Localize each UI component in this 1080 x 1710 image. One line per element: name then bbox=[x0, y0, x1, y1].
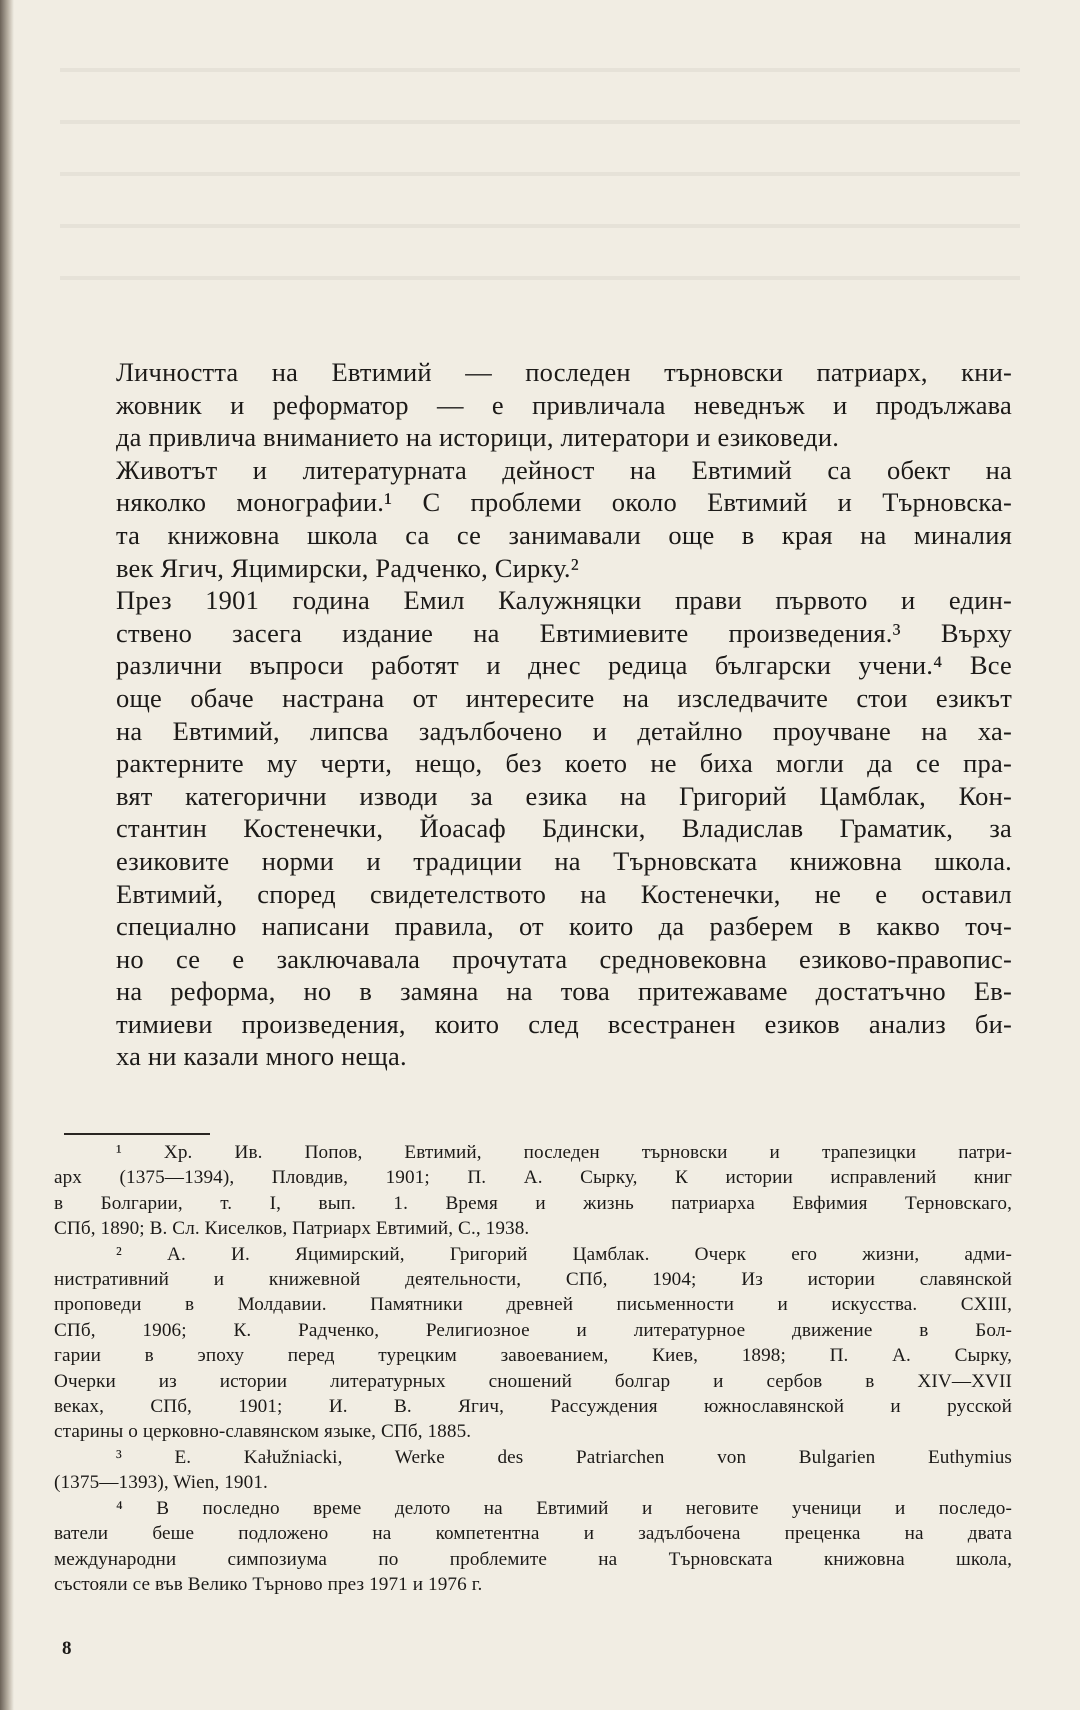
text-line: на Евтимий, липсва задълбочено и детайлно проучване на ха- bbox=[116, 715, 1012, 746]
text-line: век Ягич, Яцимирски, Радченко, Сирку.² bbox=[116, 552, 579, 583]
footnote-line: в Болгарии, т. I, вып. 1. Время и жизнь патриарха Евфимия Терновскаго, bbox=[54, 1192, 1012, 1214]
footnote-line: (1375—1393), Wien, 1901. bbox=[54, 1472, 268, 1494]
text-line: тимиеви произведения, които след всестранен езиков анализ би- bbox=[116, 1008, 1012, 1039]
text-line: ствено засега издание на Евтимиевите произведения.³ Върху bbox=[116, 617, 1012, 648]
footnote-line: ¹ Хр. Ив. Попов, Евтимий, последен търновски и трапезицки патри- bbox=[116, 1142, 1012, 1163]
paragraph-1 bbox=[54, 356, 1012, 454]
footnote-line: старины о церковно-славянском языке, СПб, 1885. bbox=[54, 1421, 472, 1443]
footnote-line: ² А. И. Яцимирский, Григорий Цамблак. Очерк его жизни, адми- bbox=[116, 1243, 1012, 1265]
footnotes bbox=[54, 1140, 1012, 1597]
text-line: рактерните му черти, нещо, без което не биха могли да се пра- bbox=[116, 748, 1012, 779]
text-line: но се е заключавала прочутата средновековна езиково-правопис- bbox=[116, 943, 1012, 974]
footnote-line: ватели беше подложено на компетентна и задълбочена преценка на двата bbox=[54, 1523, 1012, 1545]
footnote-line: проповеди в Молдавии. Памятники древней письменности и искусства. CXIII, bbox=[54, 1294, 1012, 1316]
footnote-line: веках, СПб, 1901; И. В. Ягич, Рассуждения южнославянской и русской bbox=[54, 1396, 1012, 1418]
text-line: вят категорични изводи за езика на Григорий Цамблак, Кон- bbox=[116, 780, 1012, 811]
text-line: още обаче настрана от интересите на изследвачите стои езикът bbox=[116, 682, 1012, 713]
text-line: на реформа, но в замяна на това притежаваме достатъчно Ев- bbox=[116, 976, 1012, 1007]
footnote-2 bbox=[54, 1242, 1012, 1445]
footnote-line: СПб, 1906; К. Радченко, Религиозное и литературное движение в Бол- bbox=[54, 1319, 1012, 1341]
text-line: Личността на Евтимий — последен търновски патриарх, кни- bbox=[116, 357, 1012, 387]
page-binding-edge bbox=[0, 0, 14, 1710]
text-line: специално написани правила, от които да разберем в какво точ- bbox=[116, 911, 1012, 942]
footnote-line: арх (1375—1394), Пловдив, 1901; П. А. Сырку, К истории исправлений книг bbox=[54, 1167, 1012, 1189]
footnote-4 bbox=[54, 1496, 1012, 1598]
paragraph-2 bbox=[54, 454, 1012, 584]
footnote-line: Очерки из истории литературных сношений болгар и сербов в XIV—XVII bbox=[54, 1370, 1012, 1392]
footnote-line: международни симпозиума по проблемите на Търновската книжовна школа, bbox=[54, 1548, 1012, 1570]
footnote-line: състояли се във Велико Търново през 1971 и 1976 г. bbox=[54, 1573, 483, 1595]
footnote-line: гарии в эпоху перед турецким завоеванием, Киев, 1898; П. А. Сырку, bbox=[54, 1345, 1012, 1367]
text-line: Евтимий, според свидетелството на Костенечки, не е оставил bbox=[116, 878, 1012, 909]
footnote-3 bbox=[54, 1445, 1012, 1496]
text-line: Животът и литературната дейност на Евтимий са обект на bbox=[116, 454, 1012, 485]
footnote-line: нистративний и книжевной деятельности, СПб, 1904; Из истории славянской bbox=[54, 1269, 1012, 1291]
footnote-line: ⁴ В последно време делото на Евтимий и неговите ученици и последо- bbox=[116, 1497, 1012, 1519]
text-line: жовник и реформатор — е привличала неведнъж и продължава bbox=[116, 389, 1012, 420]
footnote-separator bbox=[64, 1133, 210, 1135]
text-line: езиковите норми и традиции на Търновската книжовна школа. bbox=[116, 845, 1012, 876]
text-line: та книжовна школа са се занимавали още в края на миналия bbox=[116, 519, 1012, 550]
main-text bbox=[54, 356, 1012, 1073]
text-line: да привлича вниманието на историци, литератори и езиковеди. bbox=[116, 422, 840, 453]
footnote-line: ³ E. Kałužniacki, Werke des Patriarchen von Bulgarien Euthymius bbox=[116, 1446, 1012, 1468]
text-line: стантин Костенечки, Йоасаф Бдински, Владислав Граматик, за bbox=[116, 813, 1012, 844]
text-line: няколко монографии.¹ С проблеми около Евтимий и Търновска- bbox=[116, 487, 1012, 518]
text-line: ха ни казали много неща. bbox=[116, 1041, 407, 1072]
footnote-line: СПб, 1890; В. Сл. Киселков, Патриарх Евтимий, С., 1938. bbox=[54, 1218, 530, 1240]
text-line: различни въпроси работят и днес редица български учени.⁴ Все bbox=[116, 650, 1012, 681]
paragraph-3 bbox=[54, 584, 1012, 1073]
page-number: 8 bbox=[62, 1638, 72, 1659]
text-line: През 1901 година Емил Калужняцки прави първото и един- bbox=[116, 585, 1012, 616]
footnote-1 bbox=[54, 1140, 1012, 1242]
show-through-text bbox=[60, 40, 1020, 300]
